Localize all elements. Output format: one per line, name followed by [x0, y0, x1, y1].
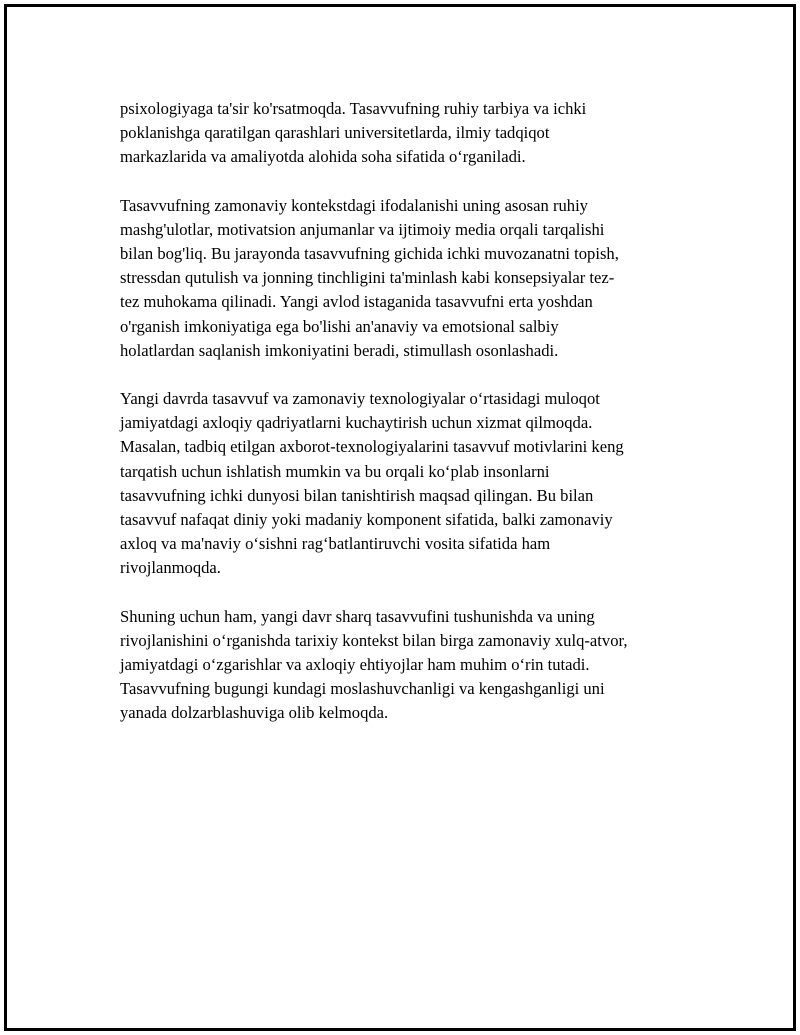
text-line: Shuning uchun ham, yangi davr sharq tasavvufini tushunishda va uning	[120, 606, 595, 626]
text-line: Tasavvufning zamonaviy kontekstdagi ifodalanishi uning asosan ruhiy	[120, 195, 588, 215]
paragraph-2	[120, 194, 680, 363]
text-line: rivojlanishini o‘rganishda tarixiy kontekst bilan birga zamonaviy xulq-atvor,	[120, 630, 628, 650]
text-line: tasavvuf nafaqat diniy yoki madaniy komponent sifatida, balki zamonaviy	[120, 510, 613, 530]
text-line: yanada dolzarblashuviga olib kelmoqda.	[120, 703, 389, 723]
paragraph-4	[120, 605, 680, 726]
text-line: psixologiyaga ta'sir ko'rsatmoqda. Tasavvufning ruhiy tarbiya va ichki	[120, 99, 587, 118]
text-line: Tasavvufning bugungi kundagi moslashuvchanligi va kengashganligi uni	[120, 679, 605, 699]
text-line: o'rganish imkoniyatiga ega bo'lishi an'anaviy va emotsional salbiy	[120, 316, 559, 336]
text-line: axloq va ma'naviy o‘sishni rag‘batlantiruvchi vosita sifatida ham	[120, 534, 551, 554]
document-page	[4, 4, 796, 1031]
text-line: mashg'ulotlar, motivatsion anjumanlar va ijtimoiy media orqali tarqalishi	[120, 219, 605, 239]
text-line: jamiyatdagi o‘zgarishlar va axloqiy ehtiyojlar ham muhim o‘rin tutadi.	[120, 655, 590, 675]
document-body	[120, 97, 680, 750]
text-line: markazlarida va amaliyotda alohida soha sifatida o‘rganiladi.	[120, 147, 526, 167]
text-line: tez muhokama qilinadi. Yangi avlod istaganida tasavvufni erta yoshdan	[120, 292, 593, 312]
text-line: stressdan qutulish va jonning tinchligini ta'minlash kabi konsepsiyalar tez-	[120, 268, 615, 288]
text-line: tasavvufning ichki dunyosi bilan tanishtirish maqsad qilingan. Bu bilan	[120, 485, 594, 505]
text-line: Yangi davrda tasavvuf va zamonaviy texnologiyalar o‘rtasidagi muloqot	[120, 389, 600, 409]
text-line: holatlardan saqlanish imkoniyatini beradi, stimullash osonlashadi.	[120, 340, 559, 360]
text-line: rivojlanmoqda.	[120, 558, 221, 578]
text-line: poklanishga qaratilgan qarashlari universitetlarda, ilmiy tadqiqot	[120, 123, 550, 143]
text-line: bilan bog'liq. Bu jarayonda tasavvufning gichida ichki muvozanatni topish,	[120, 244, 619, 264]
text-line: jamiyatdagi axloqiy qadriyatlarni kuchaytirish uchun xizmat qilmoqda.	[120, 413, 593, 433]
paragraph-1	[120, 97, 680, 170]
text-line: Masalan, tadbiq etilgan axborot-texnologiyalarini tasavvuf motivlarini keng	[120, 437, 624, 457]
text-line: tarqatish uchun ishlatish mumkin va bu orqali ko‘plab insonlarni	[120, 461, 550, 481]
paragraph-3	[120, 387, 680, 581]
